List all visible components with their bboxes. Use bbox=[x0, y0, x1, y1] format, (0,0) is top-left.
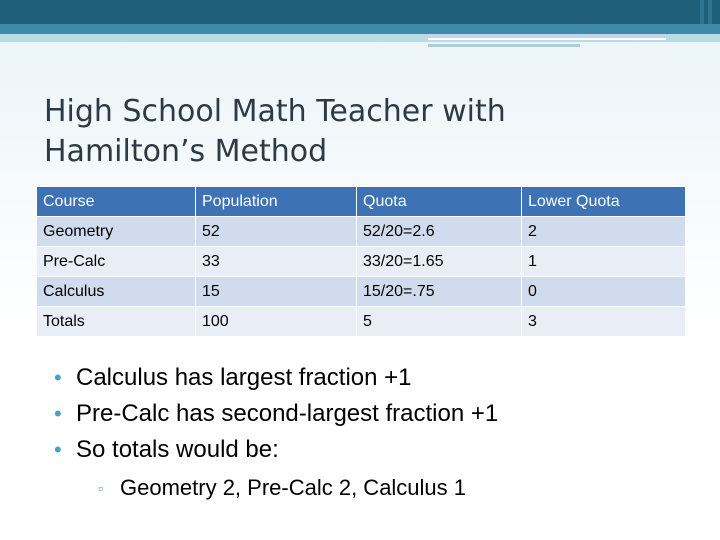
table-row bbox=[37, 277, 686, 307]
header-edge-bar bbox=[700, 0, 704, 24]
table-cell: 0 bbox=[522, 277, 686, 307]
header-stripe bbox=[428, 44, 580, 47]
square-bullet-icon: ▫ bbox=[98, 480, 103, 496]
table-cell: Pre-Calc bbox=[37, 247, 196, 277]
table-cell: 1 bbox=[522, 247, 686, 277]
table-cell: 33 bbox=[196, 247, 357, 277]
table-row bbox=[37, 217, 686, 247]
bullet-list bbox=[54, 360, 694, 504]
table-cell: Calculus bbox=[37, 277, 196, 307]
column-header-course: Course bbox=[37, 187, 196, 217]
bullet-text: Pre-Calc has second-largest fraction +1 bbox=[76, 400, 499, 427]
bullet-text: Calculus has largest fraction +1 bbox=[76, 364, 412, 391]
table-cell: 3 bbox=[522, 307, 686, 337]
table-cell: 100 bbox=[196, 307, 357, 337]
table-cell: 15 bbox=[196, 277, 357, 307]
bullet-dot-icon: • bbox=[54, 401, 62, 426]
bullet-item bbox=[54, 432, 694, 468]
table-cell: 52 bbox=[196, 217, 357, 247]
slide-title: High School Math Teacher with Hamilton’s Method bbox=[44, 94, 506, 169]
table-header-row bbox=[37, 187, 686, 217]
table-cell: Totals bbox=[37, 307, 196, 337]
header-edge-bar bbox=[708, 0, 712, 24]
table-cell: Geometry bbox=[37, 217, 196, 247]
column-header-lower-quota: Lower Quota bbox=[522, 187, 686, 217]
bullet-text: So totals would be: bbox=[76, 436, 279, 463]
table-row bbox=[37, 247, 686, 277]
sub-bullet-item bbox=[98, 472, 694, 504]
apportionment-table bbox=[36, 186, 686, 337]
table-cell: 52/20=2.6 bbox=[357, 217, 522, 247]
header-band-dark bbox=[0, 0, 720, 24]
column-header-quota: Quota bbox=[357, 187, 522, 217]
bullet-dot-icon: • bbox=[54, 365, 62, 390]
bullet-item bbox=[54, 396, 694, 432]
table-cell: 5 bbox=[357, 307, 522, 337]
sub-bullet-text: Geometry 2, Pre-Calc 2, Calculus 1 bbox=[120, 475, 467, 500]
bullet-dot-icon: • bbox=[54, 437, 62, 462]
table-cell: 15/20=.75 bbox=[357, 277, 522, 307]
header-stripe bbox=[428, 38, 666, 40]
table-cell: 2 bbox=[522, 217, 686, 247]
header-band-mid bbox=[0, 24, 720, 34]
table-cell: 33/20=1.65 bbox=[357, 247, 522, 277]
column-header-population: Population bbox=[196, 187, 357, 217]
bullet-item bbox=[54, 360, 694, 396]
table-row-totals bbox=[37, 307, 686, 337]
